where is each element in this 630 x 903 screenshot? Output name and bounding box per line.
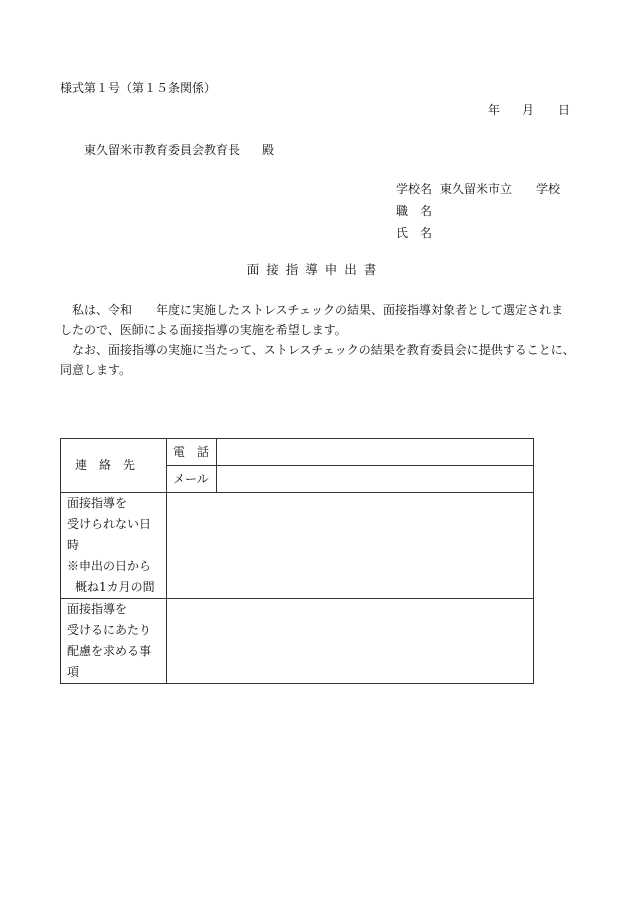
table-row-phone — [61, 439, 534, 466]
school-name-label: 学校名 — [396, 182, 433, 196]
consideration-label-line1: 面接指導を — [67, 602, 128, 616]
unavailable-input-cell[interactable] — [167, 493, 534, 599]
date-line — [488, 102, 570, 118]
school-name-value: 東久留米市立 学校 — [440, 182, 561, 196]
unavailable-label-line3: ※申出の日から — [67, 559, 152, 573]
consideration-input-cell[interactable] — [167, 599, 534, 684]
date-month-label: 月 — [522, 103, 535, 117]
contact-label: 連 絡 先 — [75, 458, 136, 472]
addressee-honorific: 殿 — [262, 143, 275, 157]
consideration-label-line3: 配慮を求める事項 — [67, 644, 152, 679]
body-paragraph-1: 私は、令和 年度に実施したストレスチェックの結果、面接指導対象者として選定されましたので、医師による面接指導の実施を希望します。 — [60, 303, 564, 337]
form-number: 様式第１号（第１５条関係） — [60, 81, 217, 95]
body-text — [60, 300, 575, 380]
phone-input-cell[interactable] — [217, 439, 534, 466]
consideration-label-line2: 受けるにあたり — [67, 623, 152, 637]
sender-position-row — [396, 203, 560, 225]
sender-block — [396, 181, 560, 247]
body-paragraph-2: なお、面接指導の実施に当たって、ストレスチェックの結果を教育委員会に提供することに、同意します。 — [60, 343, 575, 377]
unavailable-label-cell — [61, 493, 167, 599]
sender-name-row — [396, 225, 560, 247]
document-title: 面接指導申出書 — [246, 262, 384, 277]
unavailable-label-line2: 受けられない日時 — [67, 517, 152, 552]
date-day-label: 日 — [558, 103, 571, 117]
table-row-consideration — [61, 599, 534, 684]
email-input-cell[interactable] — [217, 466, 534, 493]
addressee-name: 東久留米市教育委員会教育長 — [84, 143, 241, 157]
phone-label-cell — [167, 439, 217, 466]
unavailable-label-line4: 概ね1カ月の間 — [75, 580, 155, 594]
table-row-unavailable — [61, 493, 534, 599]
unavailable-label-line1: 面接指導を — [67, 496, 128, 510]
email-label: メール — [173, 471, 209, 486]
addressee — [84, 142, 274, 158]
consideration-label-cell — [61, 599, 167, 684]
contact-table — [60, 438, 534, 684]
position-label: 職 名 — [396, 204, 433, 218]
name-label: 氏 名 — [396, 226, 433, 240]
email-label-cell — [167, 466, 217, 493]
phone-label: 電 話 — [173, 444, 210, 459]
contact-label-cell — [61, 439, 167, 493]
sender-school-row — [396, 181, 560, 203]
date-year-label: 年 — [488, 103, 501, 117]
